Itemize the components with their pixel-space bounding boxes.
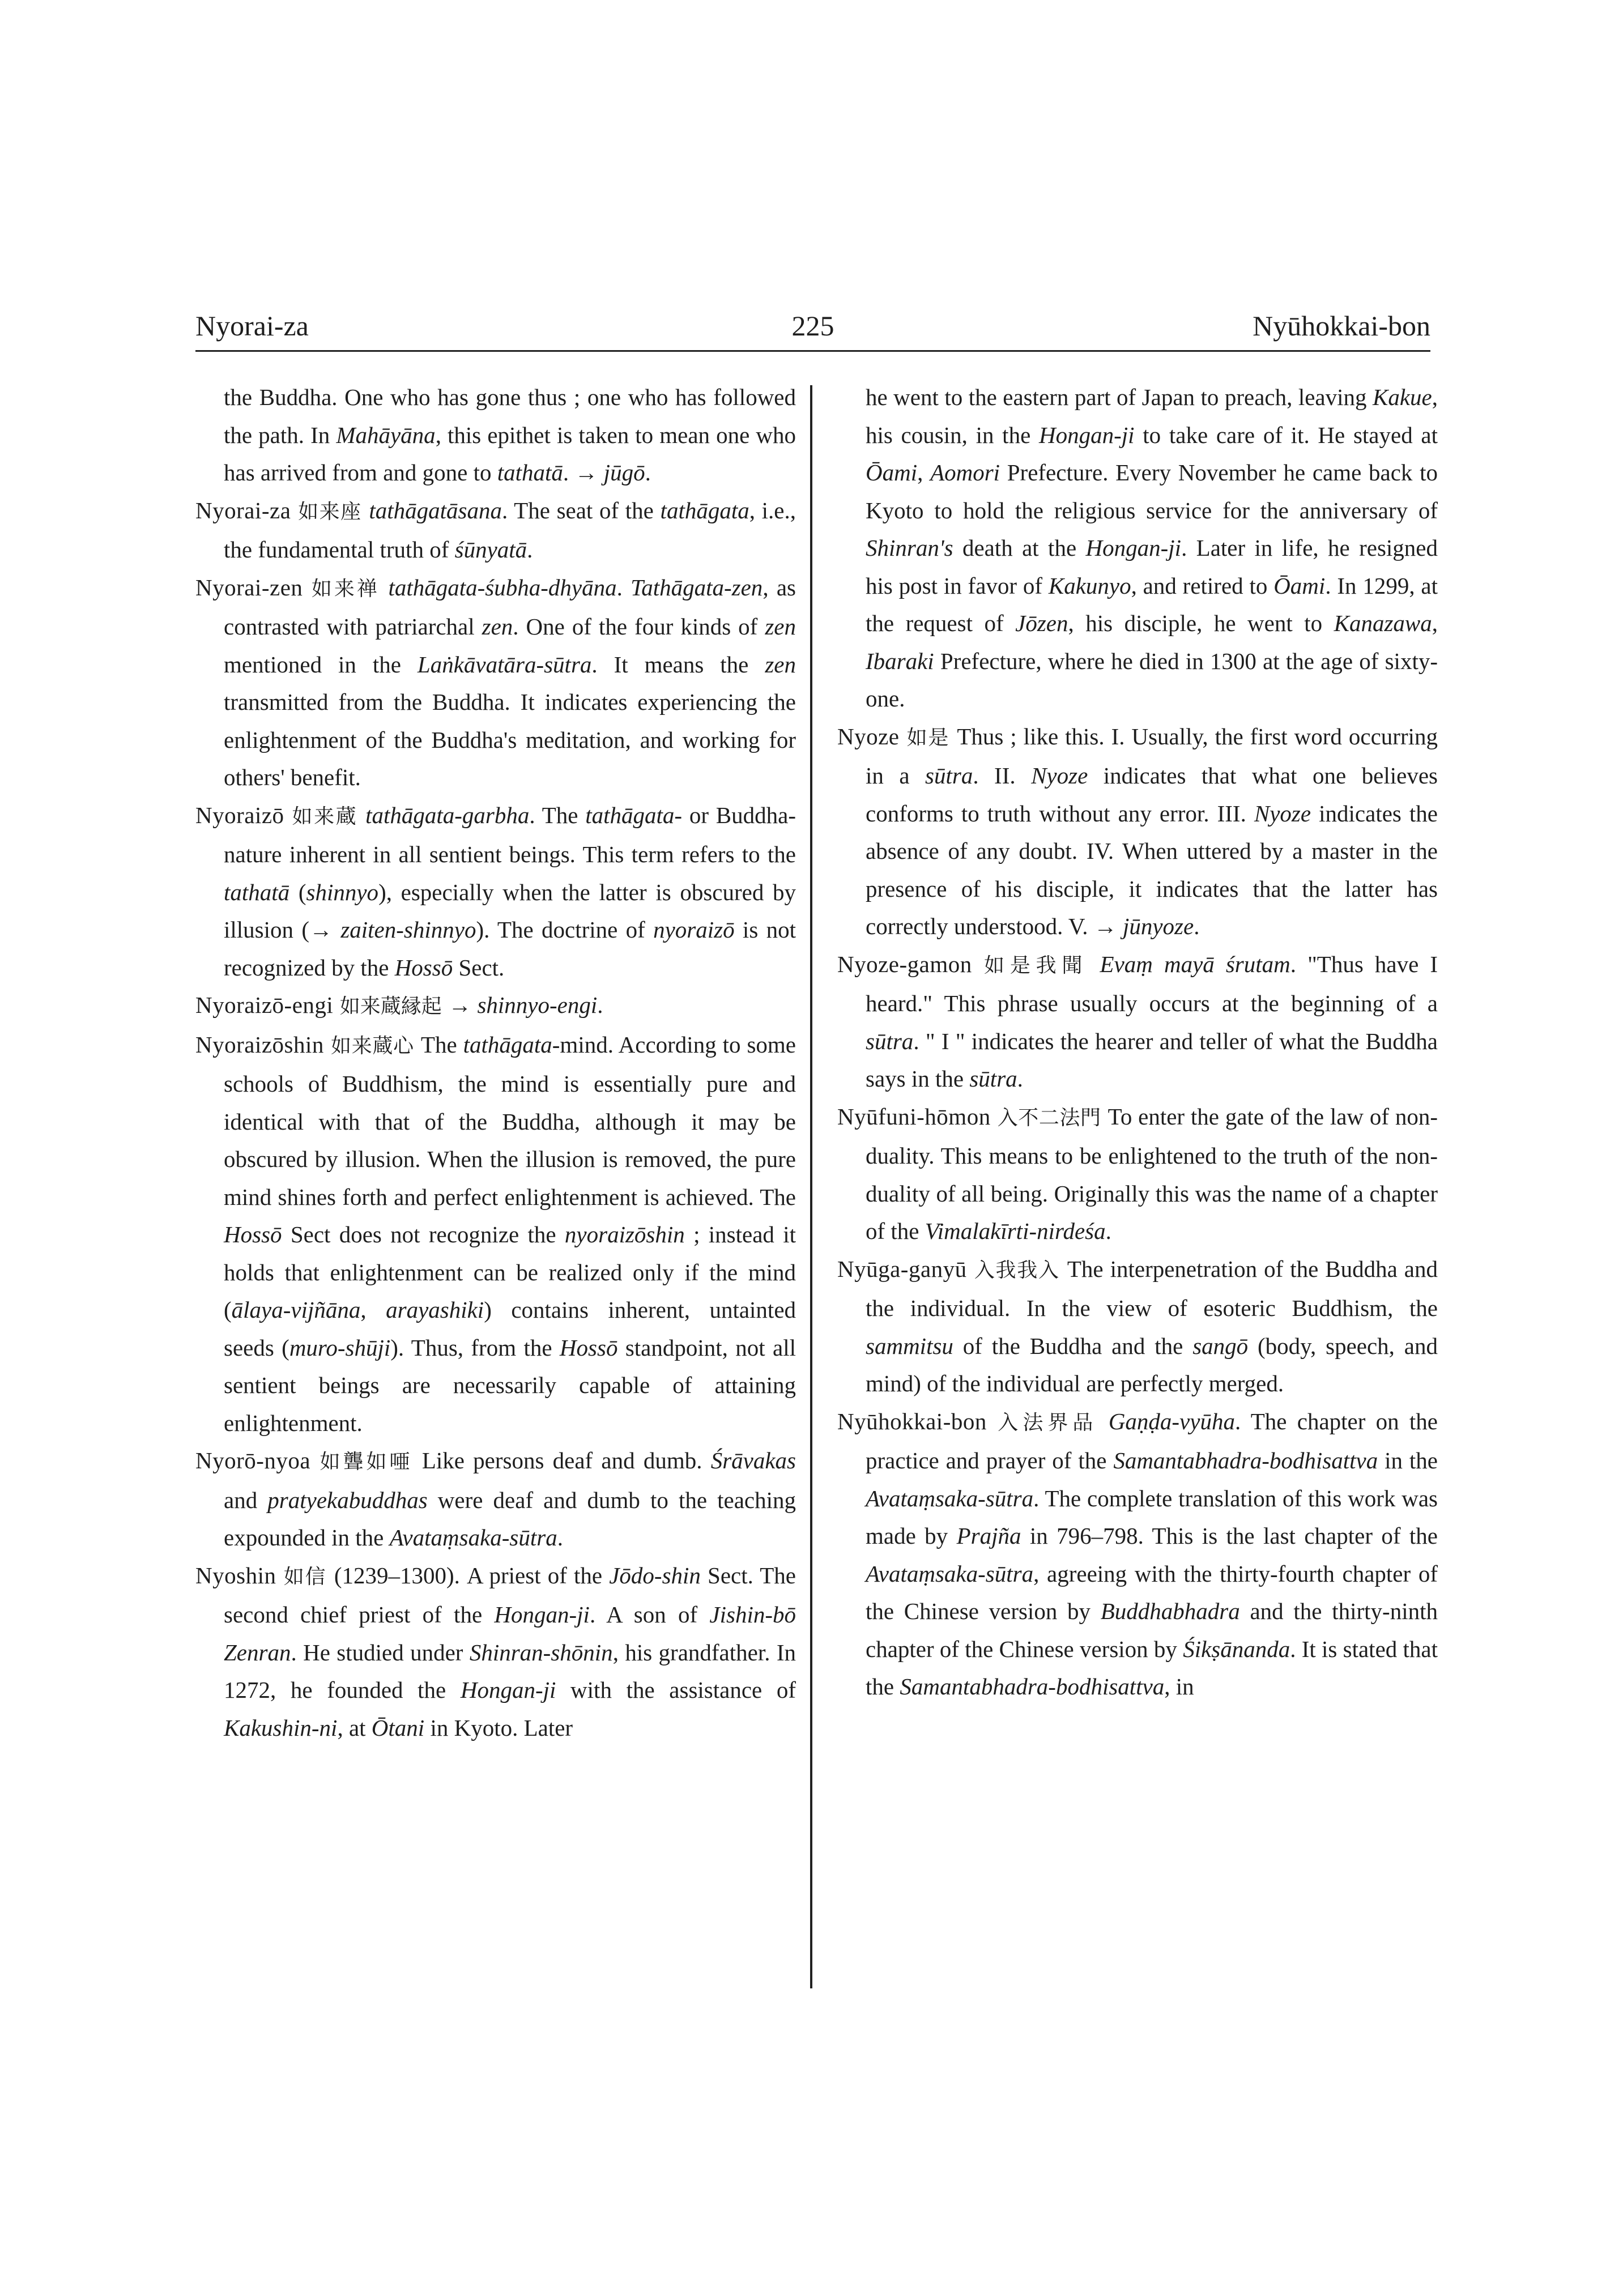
entry-text: ; instead it holds that enlightenment can be realized only if the mind (: [224, 1221, 796, 1323]
italic-term: śūnyatā: [454, 536, 527, 563]
dictionary-entry-nyufuni-homon: [837, 1098, 1438, 1250]
page-header: [195, 303, 1430, 348]
entry-kanji: 如聾如唖: [310, 1450, 422, 1473]
entry-kanji: 如是我聞: [972, 953, 1100, 977]
italic-term: Shinran-shōnin: [469, 1639, 613, 1665]
italic-term: Jōdo-shin: [609, 1562, 701, 1588]
italic-term: Prajña: [956, 1523, 1021, 1549]
italic-term: sangō: [1192, 1332, 1249, 1359]
entry-text: in the: [1378, 1447, 1438, 1473]
italic-term: Ōami: [866, 459, 918, 485]
entry-text: in Kyoto. Later: [424, 1714, 573, 1741]
entry-headword: Nyūhokkai-bon: [837, 1408, 987, 1434]
italic-term: tathāgatāsana: [369, 497, 502, 523]
entry-text: , and retired to: [1131, 572, 1274, 599]
entry-headword: Nyoshin: [195, 1562, 276, 1588]
dictionary-entry-nyoze: [837, 718, 1438, 945]
entry-text: standpoint, not all sentient beings are necessarily capable of attaining enlightenment.: [224, 1334, 796, 1436]
entry-text: , this epithet is taken to mean one who has arrived from and gone to: [224, 421, 796, 485]
entry-text: , at: [337, 1714, 372, 1741]
entry-kanji: 入法界品: [986, 1411, 1109, 1434]
entry-text: , his disciple, he went to: [1068, 610, 1334, 636]
entry-text: . " I " indicates the hearer and teller of what the Buddha says in the: [866, 1028, 1438, 1092]
italic-term: Hongan-ji: [460, 1677, 556, 1703]
entry-headword: Nyoze: [837, 723, 900, 749]
italic-term: nyoraizōshin: [564, 1221, 685, 1247]
entry-text: ,: [360, 1297, 386, 1323]
italic-term: tathāgata-śubha-dhyāna: [388, 574, 617, 600]
italic-term: sūtra: [969, 1066, 1017, 1092]
entry-text: mentioned in the: [224, 651, 418, 678]
entry-text: the Buddha. One who has gone thus ; one who has followed the path. In: [224, 384, 796, 448]
entry-text: (body, speech, and mind) of the individual are perfectly merged.: [866, 1332, 1438, 1396]
entry-text: Sect. The second chief priest of the: [224, 1562, 796, 1628]
italic-term: Aomori: [930, 459, 1000, 485]
italic-term: tathāgata: [660, 497, 749, 523]
entry-text: death at the: [953, 535, 1086, 561]
entry-kanji: 如信: [276, 1565, 334, 1588]
italic-term: Hossō: [559, 1334, 618, 1361]
entry-text: , in: [1164, 1673, 1194, 1699]
entry-text: ), especially when the latter is obscured by illusion (→: [224, 879, 796, 943]
italic-term: tathāgata: [463, 1031, 552, 1058]
italic-term: sūtra: [866, 1028, 914, 1054]
italic-term: Śrāvakas: [710, 1447, 796, 1473]
italic-term: tathatā: [497, 459, 563, 485]
dictionary-entry-nyorai-zen: [195, 569, 796, 796]
entry-headword: Nyūga-ganyū: [837, 1255, 967, 1282]
entry-kanji: 如来蔵心: [323, 1034, 421, 1058]
entry-text: , his cousin, in the: [866, 384, 1438, 448]
entry-text: to take care of it. He stayed at: [1134, 421, 1438, 448]
italic-term: Kakunyo: [1048, 572, 1131, 599]
entry-text: . II.: [973, 763, 1032, 789]
italic-term: Kanazawa: [1334, 610, 1432, 636]
italic-term: zen: [765, 614, 796, 640]
italic-term: Ibaraki: [866, 648, 934, 674]
dictionary-entry-nyoze-gamon: [837, 945, 1438, 1098]
entry-text: , i.e., the fundamental truth of: [224, 497, 796, 563]
italic-term: arayashiki: [386, 1297, 484, 1323]
entry-text: .: [1017, 1066, 1023, 1092]
entry-text: Thus ; like this. I. Usually, the first word occurring in a: [866, 723, 1438, 789]
italic-term: muro-shūji: [289, 1334, 391, 1361]
entry-text: . It is stated that the: [866, 1635, 1438, 1699]
entry-text: . The seat of the: [502, 497, 661, 523]
italic-term: Avataṃsaka-sūtra: [866, 1560, 1034, 1587]
entry-headword: Nyūfuni-hōmon: [837, 1103, 991, 1130]
entry-text: . Later in life, he resigned his post in favor of: [866, 535, 1438, 599]
dictionary-entry-nyoraizo-engi: [195, 986, 796, 1026]
italic-term: tathāgata-garbha: [365, 802, 530, 828]
italic-term: sūtra: [925, 763, 973, 789]
entry-headword: Nyorai-za: [195, 497, 291, 523]
entry-text: .: [645, 459, 651, 485]
italic-term: zaiten-shinnyo: [340, 917, 476, 943]
italic-term: shinnyo: [306, 879, 379, 905]
entry-text: .: [1105, 1218, 1111, 1244]
entry-text: . One of the four kinds of: [513, 614, 765, 640]
entry-text: . The complete translation of this work was made by: [866, 1485, 1438, 1549]
entry-kanji: 如来蔵縁起: [333, 995, 449, 1018]
left-column: [195, 378, 796, 1993]
italic-term: Nyoze: [1254, 800, 1311, 827]
italic-term: Tathāgata-zen: [631, 574, 763, 600]
italic-term: Śikṣānanda: [1183, 1635, 1290, 1662]
italic-term: Nyoze: [1031, 763, 1088, 789]
entry-text: . "Thus have I heard." This phrase usually occurs at the beginning of a: [866, 951, 1438, 1016]
entry-text: ). Thus, from the: [390, 1334, 560, 1361]
entry-text: (1239–1300). A priest of the: [334, 1562, 610, 1588]
italic-term: Avataṃsaka-sūtra: [866, 1485, 1034, 1511]
entry-kanji: 如来禅: [303, 577, 389, 600]
entry-text: of the Buddha and the: [953, 1332, 1193, 1359]
entry-text: Prefecture. Every November he came back to Kyoto to hold the religious service for the anniversary of: [866, 459, 1438, 523]
entry-text: Prefecture, where he died in 1300 at the age of sixty-one.: [866, 648, 1438, 712]
entry-text: and the thirty-ninth chapter of the Chinese version by: [866, 1598, 1438, 1662]
entry-text: .: [527, 536, 533, 563]
italic-term: Laṅkāvatāra-sūtra: [417, 651, 592, 678]
entry-text: . He studied under: [291, 1639, 470, 1665]
entry-kanji: 如来座: [291, 500, 369, 523]
entry-text: The interpenetration of the Buddha and the individual. In the view of esoteric Buddhism, the: [866, 1255, 1438, 1321]
entry-text: Like persons deaf and dumb.: [421, 1447, 711, 1473]
entry-text: .: [557, 1524, 563, 1550]
running-head-left: Nyorai-za: [195, 310, 309, 342]
entry-kanji: 如来蔵: [284, 804, 366, 828]
italic-term: shinnyo-engi: [477, 992, 598, 1018]
entry-text: . A son of: [589, 1601, 710, 1628]
italic-term: Shinran's: [866, 535, 953, 561]
entry-text: indicates that what one believes conforms to truth without any error. III.: [866, 763, 1438, 827]
italic-term: Kakushin-ni: [224, 1714, 338, 1741]
entry-text: indicates the absence of any doubt. IV. When uttered by a master in the presence of his disciple, it indicates that the latter has correctly understood. V. →: [866, 800, 1438, 939]
italic-term: Jōzen: [1015, 610, 1068, 636]
running-head-right: Nyūhokkai-bon: [1253, 310, 1430, 342]
entry-headword: Nyoraizō-engi: [195, 992, 334, 1018]
italic-term: Samantabhadra-bodhisattva: [1113, 1447, 1378, 1473]
header-rule: [195, 350, 1430, 352]
italic-term: Hossō: [224, 1221, 282, 1247]
entry-continuation: [195, 378, 796, 492]
entry-headword: Nyorō-nyoa: [195, 1447, 311, 1473]
italic-term: Jishin-bō Zenran: [224, 1601, 796, 1665]
entry-text: (: [289, 879, 306, 905]
entry-headword: Nyoze-gamon: [837, 951, 972, 977]
entry-text: . The: [529, 802, 586, 828]
entry-text: →: [448, 992, 478, 1018]
dictionary-entry-nyorai-za: [195, 492, 796, 569]
entry-kanji: 入我我入: [966, 1258, 1067, 1282]
entry-headword: Nyorai-zen: [195, 574, 303, 600]
entry-text: transmitted from the Buddha. It indicates experiencing the enlightenment of the Buddha's meditation, and working for others' benefit.: [224, 689, 796, 790]
italic-term: Ōtani: [371, 1714, 425, 1741]
entry-text: .: [1194, 913, 1200, 939]
italic-term: Hongan-ji: [1038, 421, 1135, 448]
italic-term: zen: [765, 651, 796, 678]
italic-term: jūnyoze: [1122, 913, 1194, 939]
dictionary-entry-nyoraizoshin: [195, 1026, 796, 1442]
entry-text: in 796–798. This is the last chapter of the: [1021, 1523, 1438, 1549]
italic-term: Buddhabhadra: [1100, 1598, 1240, 1624]
dictionary-entry-nyuga-ganyu: [837, 1250, 1438, 1403]
entry-text: .: [616, 574, 631, 600]
entry-text: ,: [917, 459, 931, 485]
italic-term: Avataṃsaka-sūtra: [389, 1524, 557, 1550]
entry-text: . It means the: [591, 651, 765, 678]
dictionary-entry-nyoro-nyoa: [195, 1442, 796, 1557]
entry-text: is not recognized by the: [224, 917, 796, 981]
entry-text: with the assistance of: [556, 1677, 796, 1703]
entry-text: he went to the eastern part of Japan to preach, leaving: [866, 384, 1373, 410]
entry-text: The: [420, 1031, 463, 1058]
column-divider: [810, 385, 812, 1988]
entry-text: - or Buddha-nature inherent in all sentient beings. This term refers to the: [224, 802, 796, 867]
entry-kanji: 入不二法門: [990, 1106, 1108, 1130]
italic-term: zen: [482, 614, 513, 640]
entry-text: To enter the gate of the law of non-duality. This means to be enlightened to the truth of the non-duality of all being. Originally this was the name of a chapter of the: [866, 1103, 1438, 1244]
italic-term: tathatā: [224, 879, 290, 905]
entry-text: ). The doctrine of: [476, 917, 654, 943]
entry-text: , agreeing with the thirty-fourth chapter of the Chinese version by: [866, 1560, 1438, 1624]
italic-term: Vimalakīrti-nirdeśa: [925, 1218, 1106, 1244]
entry-headword: Nyoraizōshin: [195, 1031, 324, 1058]
dictionary-entry-nyuhokkai-bon: [837, 1403, 1438, 1706]
page-number: 225: [791, 310, 834, 342]
italic-term: nyoraizō: [653, 917, 735, 943]
italic-term: pratyekabuddhas: [267, 1486, 428, 1513]
entry-kanji: 如是: [899, 726, 957, 749]
dictionary-entry-nyoshin: [195, 1557, 796, 1747]
italic-term: Hossō: [394, 954, 453, 981]
dictionary-entry-nyoraizo: [195, 796, 796, 987]
italic-term: Hongan-ji: [494, 1601, 590, 1628]
italic-term: sammitsu: [866, 1332, 953, 1359]
italic-term: Hongan-ji: [1085, 535, 1182, 561]
entry-text: .: [597, 992, 603, 1018]
entry-text: -mind. According to some schools of Buddhism, the mind is essentially pure and identical with that of the Buddha, although it may be obscured by illusion. When the illusion is removed, the pure mind shines forth and perfect enlightenment is achieved. The: [224, 1031, 796, 1210]
italic-term: Kakue: [1373, 384, 1432, 410]
italic-term: tathāgata: [585, 802, 675, 828]
italic-term: Evaṃ mayā śrutam: [1100, 951, 1290, 977]
italic-term: ālaya-vijñāna: [231, 1297, 361, 1323]
entry-continuation: [837, 378, 1438, 718]
italic-term: Gaṇḍa-vyūha: [1108, 1408, 1235, 1434]
italic-term: Samantabhadra-bodhisattva: [900, 1673, 1165, 1699]
italic-term: Mahāyāna: [336, 421, 436, 448]
entry-text: . In 1299, at the request of: [866, 572, 1438, 636]
entry-text: , his grandfather. In 1272, he founded the: [224, 1639, 796, 1703]
entry-text: Sect.: [453, 954, 505, 981]
entry-text: . →: [563, 459, 604, 485]
entry-text: and: [224, 1486, 268, 1513]
entry-text: . The chapter on the practice and prayer of the: [866, 1408, 1438, 1473]
right-column: [837, 378, 1438, 1993]
entry-text: were deaf and dumb to the teaching expounded in the: [224, 1486, 796, 1550]
entry-text: , as contrasted with patriarchal: [224, 574, 796, 640]
entry-text: ,: [1432, 610, 1438, 636]
italic-term: Ōami: [1273, 572, 1326, 599]
entry-text: Sect does not recognize the: [282, 1221, 565, 1247]
italic-term: jūgō: [603, 459, 645, 485]
entry-headword: Nyoraizō: [195, 802, 284, 828]
entry-text: ) contains inherent, untainted seeds (: [224, 1297, 796, 1361]
